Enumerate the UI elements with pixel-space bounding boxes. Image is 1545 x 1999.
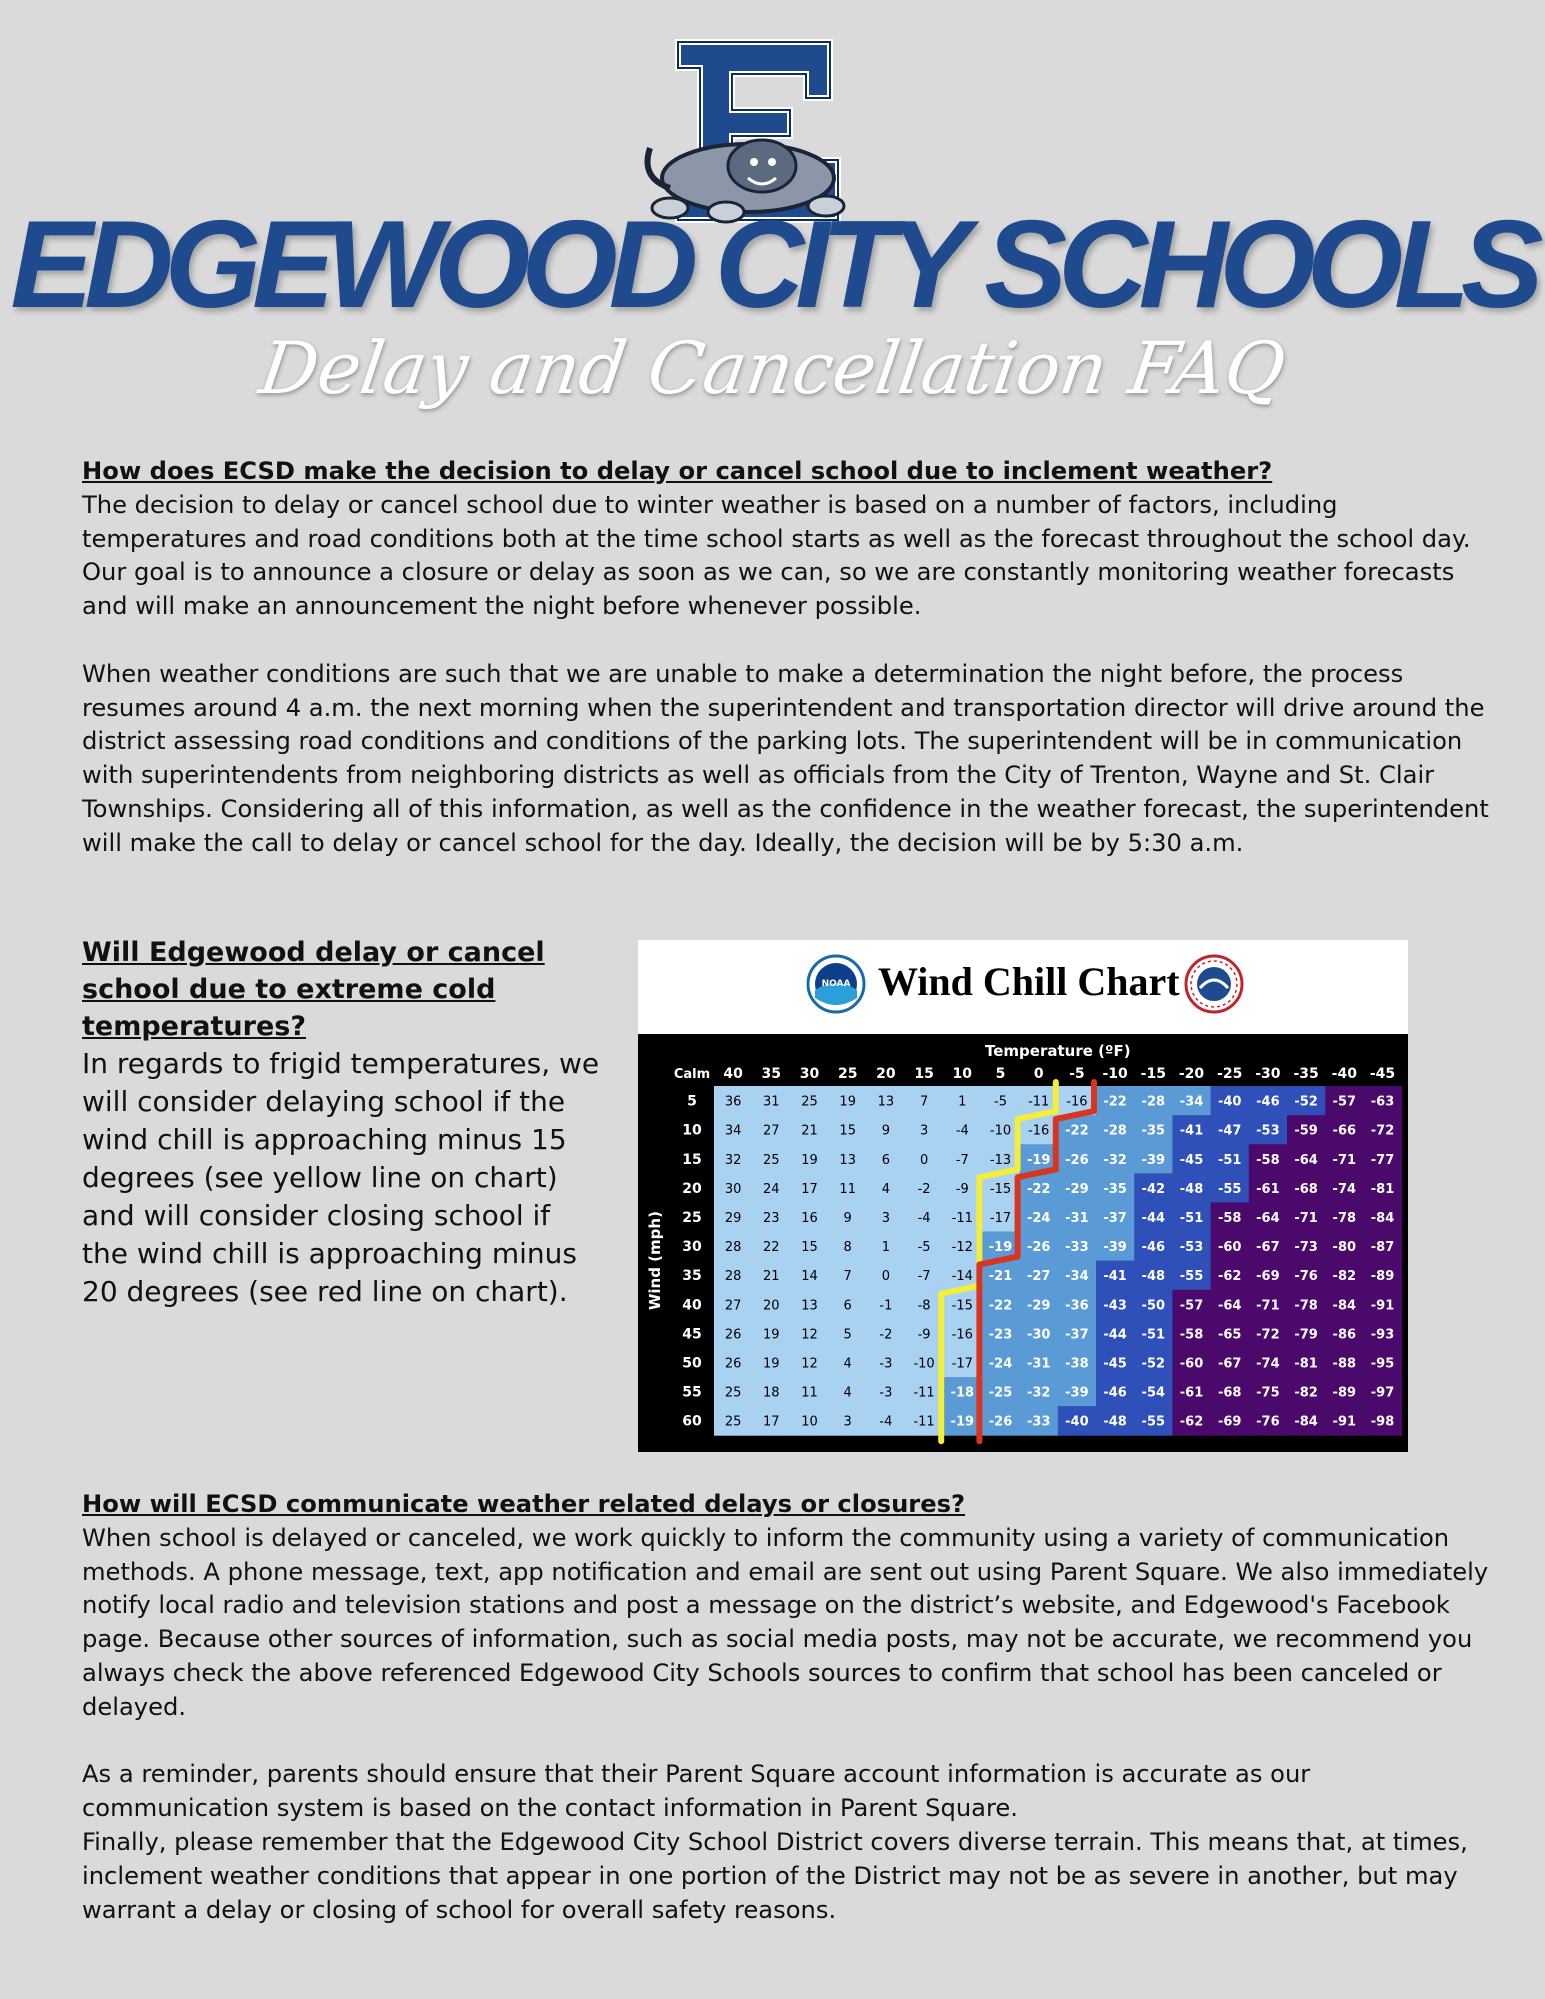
wind-chill-value: -54 xyxy=(1141,1385,1166,1401)
wind-chill-value: -55 xyxy=(1141,1414,1166,1430)
wind-chill-value: -40 xyxy=(1065,1414,1089,1430)
wind-chill-value: -65 xyxy=(1217,1327,1242,1343)
wind-chill-value: -91 xyxy=(1370,1298,1395,1314)
wind-chill-value: -51 xyxy=(1179,1210,1204,1226)
temperature-tick: 40 xyxy=(723,1066,743,1082)
wind-tick: 25 xyxy=(682,1209,702,1226)
wind-chill-value: -91 xyxy=(1332,1414,1357,1430)
wind-chill-value: -27 xyxy=(1026,1269,1051,1285)
wind-chill-value: -34 xyxy=(1065,1269,1089,1285)
wind-chill-value: 28 xyxy=(724,1269,742,1285)
wind-chill-value: 25 xyxy=(763,1152,780,1168)
wind-chill-value: -45 xyxy=(1103,1356,1127,1372)
wind-chill-value: -57 xyxy=(1179,1298,1204,1314)
wind-chill-value: 10 xyxy=(801,1414,818,1430)
wind-chill-value: -5 xyxy=(994,1094,1007,1110)
wind-chill-value: -41 xyxy=(1179,1123,1204,1139)
section-decision xyxy=(82,455,1502,861)
temperature-tick: -5 xyxy=(1069,1066,1085,1082)
wind-chill-value: 22 xyxy=(763,1240,780,1256)
wind-chill-value: 7 xyxy=(919,1094,929,1110)
wind-chill-value: -51 xyxy=(1217,1152,1242,1168)
temperature-tick: 35 xyxy=(761,1066,782,1082)
wind-chill-value: 12 xyxy=(801,1327,818,1343)
chart-header xyxy=(638,940,1408,1034)
wind-chill-value: -23 xyxy=(988,1327,1013,1343)
wind-chill-value: -76 xyxy=(1294,1269,1318,1285)
wind-chill-value: -72 xyxy=(1370,1123,1395,1139)
wind-chill-value: -80 xyxy=(1332,1240,1357,1256)
wind-chill-value: -86 xyxy=(1332,1327,1357,1343)
wind-chill-value: -13 xyxy=(989,1152,1012,1168)
wind-chill-value: 19 xyxy=(763,1327,780,1343)
wind-chill-value: -89 xyxy=(1370,1269,1395,1285)
wind-chill-value: -30 xyxy=(1026,1327,1051,1343)
wind-chill-value: -72 xyxy=(1256,1327,1280,1343)
wind-chill-grid xyxy=(638,1034,1408,1452)
wind-chill-value: -79 xyxy=(1294,1327,1318,1343)
wind-chill-value: -26 xyxy=(1065,1152,1089,1168)
wind-chill-value: 4 xyxy=(881,1181,891,1197)
wind-chill-value: -12 xyxy=(951,1240,973,1256)
wind-chill-value: -39 xyxy=(1065,1385,1089,1401)
paragraph: Finally, please remember that the Edgewood City School District covers diverse terrain. This means that, at times, inclement weather conditions that appear in one portion of the District may not be as severe in another, but may warrant a delay or closing of school for overall safety reasons. xyxy=(82,1827,1468,1924)
wind-chill-value: -11 xyxy=(913,1385,935,1401)
wind-chill-value: -2 xyxy=(917,1181,931,1197)
wind-tick: 55 xyxy=(682,1384,702,1401)
wind-chill-chart xyxy=(638,940,1408,1452)
wind-chill-value: -82 xyxy=(1332,1269,1357,1285)
wind-chill-value: 13 xyxy=(877,1094,895,1110)
wind-chill-value: 19 xyxy=(763,1356,780,1372)
wind-chill-value: -9 xyxy=(955,1181,969,1197)
wind-chill-value: 0 xyxy=(881,1269,891,1285)
wind-chill-value: 12 xyxy=(801,1356,818,1372)
wind-chill-value: -76 xyxy=(1256,1414,1280,1430)
wind-chill-value: -5 xyxy=(917,1240,931,1256)
wind-chill-value: -11 xyxy=(951,1210,973,1226)
wind-chill-value: -46 xyxy=(1256,1094,1280,1110)
wind-chill-value: -32 xyxy=(1026,1385,1051,1401)
wind-chill-value: -84 xyxy=(1332,1298,1357,1314)
wind-chill-value: -71 xyxy=(1332,1152,1357,1168)
wind-chill-value: 17 xyxy=(763,1414,780,1430)
wind-chill-value: -87 xyxy=(1370,1240,1395,1256)
wind-chill-value: -42 xyxy=(1141,1181,1166,1197)
wind-chill-value: -22 xyxy=(1065,1123,1089,1139)
wind-chill-value: -55 xyxy=(1179,1269,1204,1285)
wind-chill-value: -4 xyxy=(879,1414,893,1430)
wind-chill-value: -71 xyxy=(1256,1298,1280,1314)
wind-chill-value: -45 xyxy=(1179,1152,1204,1168)
wind-chill-value: -9 xyxy=(917,1327,931,1343)
wind-chill-value: -15 xyxy=(951,1298,973,1314)
wind-chill-value: 24 xyxy=(763,1181,780,1197)
wind-chill-value: -46 xyxy=(1103,1385,1127,1401)
wind-chill-value: 13 xyxy=(839,1152,856,1168)
chart-title: Wind Chill Chart xyxy=(878,959,1180,1004)
wind-chill-value: -11 xyxy=(1028,1094,1050,1110)
wind-chill-value: -33 xyxy=(1065,1240,1089,1256)
wind-chill-value: 36 xyxy=(724,1094,742,1110)
wind-chill-value: -95 xyxy=(1370,1356,1395,1372)
wind-chill-value: -52 xyxy=(1141,1356,1166,1372)
wind-chill-value: -69 xyxy=(1256,1269,1280,1285)
wind-chill-value: -64 xyxy=(1217,1298,1242,1314)
wind-chill-value: -24 xyxy=(988,1356,1013,1372)
wind-chill-value: -78 xyxy=(1294,1298,1318,1314)
wind-chill-value: -50 xyxy=(1141,1298,1166,1314)
temperature-tick: 25 xyxy=(837,1066,858,1082)
wind-chill-value: -32 xyxy=(1103,1152,1127,1168)
wind-chill-value: -1 xyxy=(879,1298,893,1314)
wind-chill-value: -31 xyxy=(1026,1356,1051,1372)
wind-chill-value: -39 xyxy=(1141,1152,1166,1168)
wind-chill-value: 27 xyxy=(763,1123,780,1139)
wind-chill-value: 8 xyxy=(843,1240,852,1256)
wind-chill-value: -78 xyxy=(1332,1210,1357,1226)
question-communication: How will ECSD communicate weather related delays or closures? xyxy=(82,1490,966,1518)
wind-chill-value: 34 xyxy=(724,1123,742,1139)
wind-chill-value: -62 xyxy=(1179,1414,1204,1430)
wind-chill-value: -24 xyxy=(1026,1210,1051,1226)
wind-chill-value: 1 xyxy=(881,1240,891,1256)
temperature-tick: -10 xyxy=(1102,1066,1128,1082)
temperature-tick: 15 xyxy=(914,1066,934,1082)
wind-tick: 45 xyxy=(682,1326,702,1343)
wind-chill-value: 9 xyxy=(881,1123,891,1139)
nws-logo xyxy=(1184,954,1244,1014)
temperature-tick: 0 xyxy=(1033,1066,1044,1082)
wind-chill-value: -29 xyxy=(1026,1298,1051,1314)
wind-chill-value: -71 xyxy=(1294,1210,1318,1226)
wind-chill-value: 15 xyxy=(801,1240,818,1256)
section-cold xyxy=(82,934,602,1311)
wind-chill-value: -73 xyxy=(1294,1240,1318,1256)
wind-chill-value: -67 xyxy=(1256,1240,1280,1256)
wind-chill-value: -26 xyxy=(1026,1240,1051,1256)
wind-tick: 40 xyxy=(682,1297,702,1314)
wind-chill-value: -89 xyxy=(1332,1385,1357,1401)
wind-chill-value: -98 xyxy=(1370,1414,1395,1430)
column-header: Temperature (ºF) xyxy=(985,1042,1131,1060)
wind-chill-value: 31 xyxy=(763,1094,780,1110)
wind-chill-value: 4 xyxy=(843,1385,852,1401)
wind-chill-value: 19 xyxy=(839,1094,856,1110)
wind-chill-value: -74 xyxy=(1332,1181,1357,1197)
wind-chill-value: -4 xyxy=(917,1210,931,1226)
wind-chill-value: -18 xyxy=(950,1385,975,1401)
wind-chill-value: -38 xyxy=(1065,1356,1089,1372)
wind-chill-value: -22 xyxy=(1026,1181,1051,1197)
wind-chill-value: -41 xyxy=(1103,1269,1127,1285)
wind-chill-value: -60 xyxy=(1179,1356,1204,1372)
wind-chill-value: -48 xyxy=(1179,1181,1204,1197)
wind-chill-value: -58 xyxy=(1217,1210,1242,1226)
wind-chill-value: -44 xyxy=(1141,1210,1166,1226)
wind-chill-value: -64 xyxy=(1256,1210,1280,1226)
wind-chill-value: 0 xyxy=(919,1152,929,1168)
wind-chill-value: -10 xyxy=(989,1123,1012,1139)
wind-chill-value: -28 xyxy=(1141,1094,1166,1110)
wind-chill-value: -84 xyxy=(1370,1210,1395,1226)
wind-tick: 20 xyxy=(682,1180,702,1197)
wind-chill-value: -48 xyxy=(1141,1269,1166,1285)
wind-chill-value: -64 xyxy=(1294,1152,1318,1168)
wind-chill-value: -19 xyxy=(988,1240,1013,1256)
wind-chill-value: -84 xyxy=(1294,1414,1318,1430)
wind-chill-value: -2 xyxy=(879,1327,893,1343)
wind-chill-value: -51 xyxy=(1141,1327,1166,1343)
wind-chill-value: -58 xyxy=(1179,1327,1204,1343)
wind-chill-value: 9 xyxy=(843,1210,852,1226)
wind-chill-value: -21 xyxy=(988,1269,1013,1285)
wind-chill-value: -82 xyxy=(1294,1385,1318,1401)
wind-chill-value: -29 xyxy=(1065,1181,1089,1197)
wind-chill-value: 6 xyxy=(881,1152,891,1168)
wind-chill-value: -36 xyxy=(1065,1298,1089,1314)
brand-title: EDGEWOOD CITY SCHOOLS xyxy=(10,196,1535,334)
wind-chill-value: -3 xyxy=(879,1385,893,1401)
wind-chill-value: -19 xyxy=(1026,1152,1051,1168)
noaa-logo xyxy=(806,954,866,1014)
wind-chill-value: -67 xyxy=(1217,1356,1242,1372)
wind-chill-value: -33 xyxy=(1026,1414,1051,1430)
wind-chill-value: -15 xyxy=(989,1181,1012,1197)
temperature-tick: 5 xyxy=(995,1066,1006,1082)
wind-chill-value: 19 xyxy=(801,1152,818,1168)
temperature-tick: -30 xyxy=(1255,1066,1281,1082)
wind-chill-value: -68 xyxy=(1217,1385,1242,1401)
wind-chill-value: -11 xyxy=(913,1414,935,1430)
wind-chill-value: -48 xyxy=(1103,1414,1127,1430)
wind-chill-value: 18 xyxy=(763,1385,780,1401)
wind-chill-value: -46 xyxy=(1141,1240,1166,1256)
wind-chill-value: 25 xyxy=(724,1414,742,1430)
wind-tick: 50 xyxy=(682,1355,702,1372)
wind-chill-value: 3 xyxy=(843,1414,852,1430)
wind-chill-value: -34 xyxy=(1179,1094,1204,1110)
wind-chill-value: -17 xyxy=(951,1356,973,1372)
wind-chill-value: -26 xyxy=(988,1414,1013,1430)
wind-chill-value: -35 xyxy=(1141,1123,1166,1139)
wind-chill-value: -60 xyxy=(1217,1240,1242,1256)
wind-chill-value: -58 xyxy=(1256,1152,1280,1168)
paragraph: When school is delayed or canceled, we work quickly to inform the community using a variety of communication methods. A phone message, text, app notification and email are sent out using Parent Square. We also immediately notify local radio and television stations and post a message on the district’s website, and Edgewood's Facebook page. Because other sources of information, such as social media posts, may not be accurate, we recommend you always check the above referenced Edgewood City Schools sources to confirm that school has been canceled or delayed. xyxy=(82,1523,1489,1721)
wind-tick: 10 xyxy=(682,1122,702,1139)
wind-chill-value: 3 xyxy=(919,1123,929,1139)
wind-chill-value: -66 xyxy=(1332,1123,1357,1139)
temperature-tick: -45 xyxy=(1369,1066,1396,1082)
temperature-tick: 20 xyxy=(876,1066,896,1082)
wind-chill-value: 25 xyxy=(724,1385,742,1401)
wind-chill-value: 1 xyxy=(958,1094,967,1110)
temperature-tick: -15 xyxy=(1140,1066,1166,1082)
wind-tick: 60 xyxy=(682,1413,702,1430)
temperature-tick: -40 xyxy=(1331,1066,1357,1082)
wind-chill-value: -97 xyxy=(1370,1385,1395,1401)
paragraph: The decision to delay or cancel school due to winter weather is based on a number of factors, including temperatures and road conditions both at the time school starts as well as the forecast throughout the school day. Our goal is to announce a closure or delay as soon as we can, so we are constantly monitoring weather forecasts and will make an announcement the night before whenever possible. xyxy=(82,490,1471,621)
wind-chill-value: 32 xyxy=(724,1152,742,1168)
wind-chill-value: -93 xyxy=(1370,1327,1395,1343)
wind-chill-value: -16 xyxy=(1028,1123,1050,1139)
wind-chill-value: -22 xyxy=(988,1298,1013,1314)
wind-chill-value: 6 xyxy=(843,1298,852,1314)
wind-chill-value: 17 xyxy=(801,1181,818,1197)
paragraph: When weather conditions are such that we are unable to make a determination the night before, the process resumes around 4 a.m. the next morning when the superintendent and transportation director will drive around the district assessing road conditions and conditions of the parking lots. The superintendent will be in communication with superintendents from neighboring districts as well as officials from the City of Trenton, Wayne and St. Clair Townships. Considering all of this information, as well as the confidence in the weather forecast, the superintendent will make the call to delay or cancel school for the day. Ideally, the decision will be by 5:30 a.m. xyxy=(82,659,1489,857)
wind-chill-value: -16 xyxy=(951,1327,973,1343)
question-cold: Will Edgewood delay or cancel school due to extreme cold temperatures? xyxy=(82,937,545,1042)
wind-chill-value: 28 xyxy=(724,1240,742,1256)
wind-chill-value: 21 xyxy=(763,1269,780,1285)
wind-chill-value: -61 xyxy=(1179,1385,1204,1401)
wind-chill-value: 3 xyxy=(881,1210,891,1226)
wind-chill-value: -17 xyxy=(989,1210,1012,1226)
wind-chill-value: 11 xyxy=(801,1385,818,1401)
temperature-tick: -20 xyxy=(1178,1066,1205,1082)
temperature-tick: -35 xyxy=(1293,1066,1319,1082)
wind-chill-value: -37 xyxy=(1065,1327,1089,1343)
noaa-logo-label: NOAA xyxy=(821,979,851,989)
wind-chill-value: -53 xyxy=(1179,1240,1204,1256)
wind-tick: 30 xyxy=(682,1239,702,1256)
wind-tick: 35 xyxy=(682,1268,702,1285)
wind-chill-value: -59 xyxy=(1294,1123,1318,1139)
wind-chill-value: -55 xyxy=(1217,1181,1242,1197)
wind-chill-value: -35 xyxy=(1103,1181,1127,1197)
wind-chill-value: -63 xyxy=(1370,1094,1395,1110)
wind-chill-value: 23 xyxy=(763,1210,780,1226)
wind-chill-value: -39 xyxy=(1103,1240,1127,1256)
calm-label: Calm xyxy=(673,1067,711,1082)
wind-chill-value: -28 xyxy=(1103,1123,1127,1139)
wind-chill-value: -52 xyxy=(1294,1094,1318,1110)
wind-chill-value: 30 xyxy=(724,1181,742,1197)
wind-chill-value: -68 xyxy=(1294,1181,1318,1197)
wind-chill-value: -47 xyxy=(1217,1123,1242,1139)
wind-chill-value: -10 xyxy=(913,1356,935,1372)
wind-chill-value: -25 xyxy=(988,1385,1013,1401)
wind-chill-value: -8 xyxy=(917,1298,931,1314)
wind-chill-value: 21 xyxy=(801,1123,818,1139)
wind-chill-value: -22 xyxy=(1103,1094,1127,1110)
wind-chill-value: -16 xyxy=(1066,1094,1088,1110)
wind-chill-value: 11 xyxy=(839,1181,856,1197)
wind-chill-value: -40 xyxy=(1217,1094,1242,1110)
wind-chill-value: 27 xyxy=(724,1298,742,1314)
wind-chill-value: 15 xyxy=(839,1123,856,1139)
wind-chill-value: -81 xyxy=(1294,1356,1318,1372)
section-communication xyxy=(82,1488,1502,1927)
wind-chill-value: -19 xyxy=(950,1414,975,1430)
wind-chill-value: -31 xyxy=(1065,1210,1089,1226)
wind-chill-value: 5 xyxy=(843,1327,852,1343)
wind-chill-value: 26 xyxy=(724,1356,742,1372)
wind-chill-value: 7 xyxy=(843,1269,852,1285)
wind-chill-value: 20 xyxy=(763,1298,780,1314)
wind-chill-value: 25 xyxy=(801,1094,818,1110)
temperature-tick: 10 xyxy=(952,1066,973,1082)
wind-chill-value: -69 xyxy=(1217,1414,1242,1430)
wind-chill-value: -74 xyxy=(1256,1356,1280,1372)
wind-chill-value: 4 xyxy=(843,1356,852,1372)
question-decision: How does ECSD make the decision to delay or cancel school due to inclement weather? xyxy=(82,457,1273,485)
wind-chill-value: -44 xyxy=(1103,1327,1127,1343)
wind-chill-value: -53 xyxy=(1256,1123,1280,1139)
temperature-tick: 30 xyxy=(799,1066,820,1082)
temperature-tick: -25 xyxy=(1217,1066,1243,1082)
wind-tick: 15 xyxy=(682,1151,702,1168)
wind-chill-value: 26 xyxy=(724,1327,742,1343)
wind-tick: 5 xyxy=(687,1093,697,1110)
wind-chill-value: -81 xyxy=(1370,1181,1395,1197)
wind-chill-value: -14 xyxy=(951,1269,973,1285)
wind-chill-value: 16 xyxy=(801,1210,818,1226)
wind-chill-value: -37 xyxy=(1103,1210,1127,1226)
paragraph: In regards to frigid temperatures, we will consider delaying school if the wind chill is approaching minus 15 degrees (see yellow line on chart) and will consider closing school if the wind chill is approaching minus 20 degrees (see red line on chart). xyxy=(82,1047,600,1308)
wind-chill-value: -57 xyxy=(1332,1094,1357,1110)
wind-chill-value: -4 xyxy=(955,1123,969,1139)
page-subtitle: Delay and Cancellation FAQ xyxy=(254,326,1291,410)
wind-chill-value: -3 xyxy=(879,1356,893,1372)
wind-chill-value: -61 xyxy=(1256,1181,1280,1197)
row-header: Wind (mph) xyxy=(646,1211,664,1311)
wind-chill-value: -75 xyxy=(1256,1385,1280,1401)
wind-chill-value: 29 xyxy=(724,1210,742,1226)
paragraph: As a reminder, parents should ensure that their Parent Square account information is accurate as our communication system is based on the contact information in Parent Square. xyxy=(82,1760,1311,1823)
wind-chill-value: -43 xyxy=(1103,1298,1127,1314)
wind-chill-value: 13 xyxy=(801,1298,818,1314)
wind-chill-value: -77 xyxy=(1370,1152,1395,1168)
wind-chill-value: 14 xyxy=(801,1269,818,1285)
wind-chill-value: -7 xyxy=(917,1269,931,1285)
wind-chill-value: -62 xyxy=(1217,1269,1242,1285)
wind-chill-value: -7 xyxy=(955,1152,969,1168)
wind-chill-value: -88 xyxy=(1332,1356,1357,1372)
